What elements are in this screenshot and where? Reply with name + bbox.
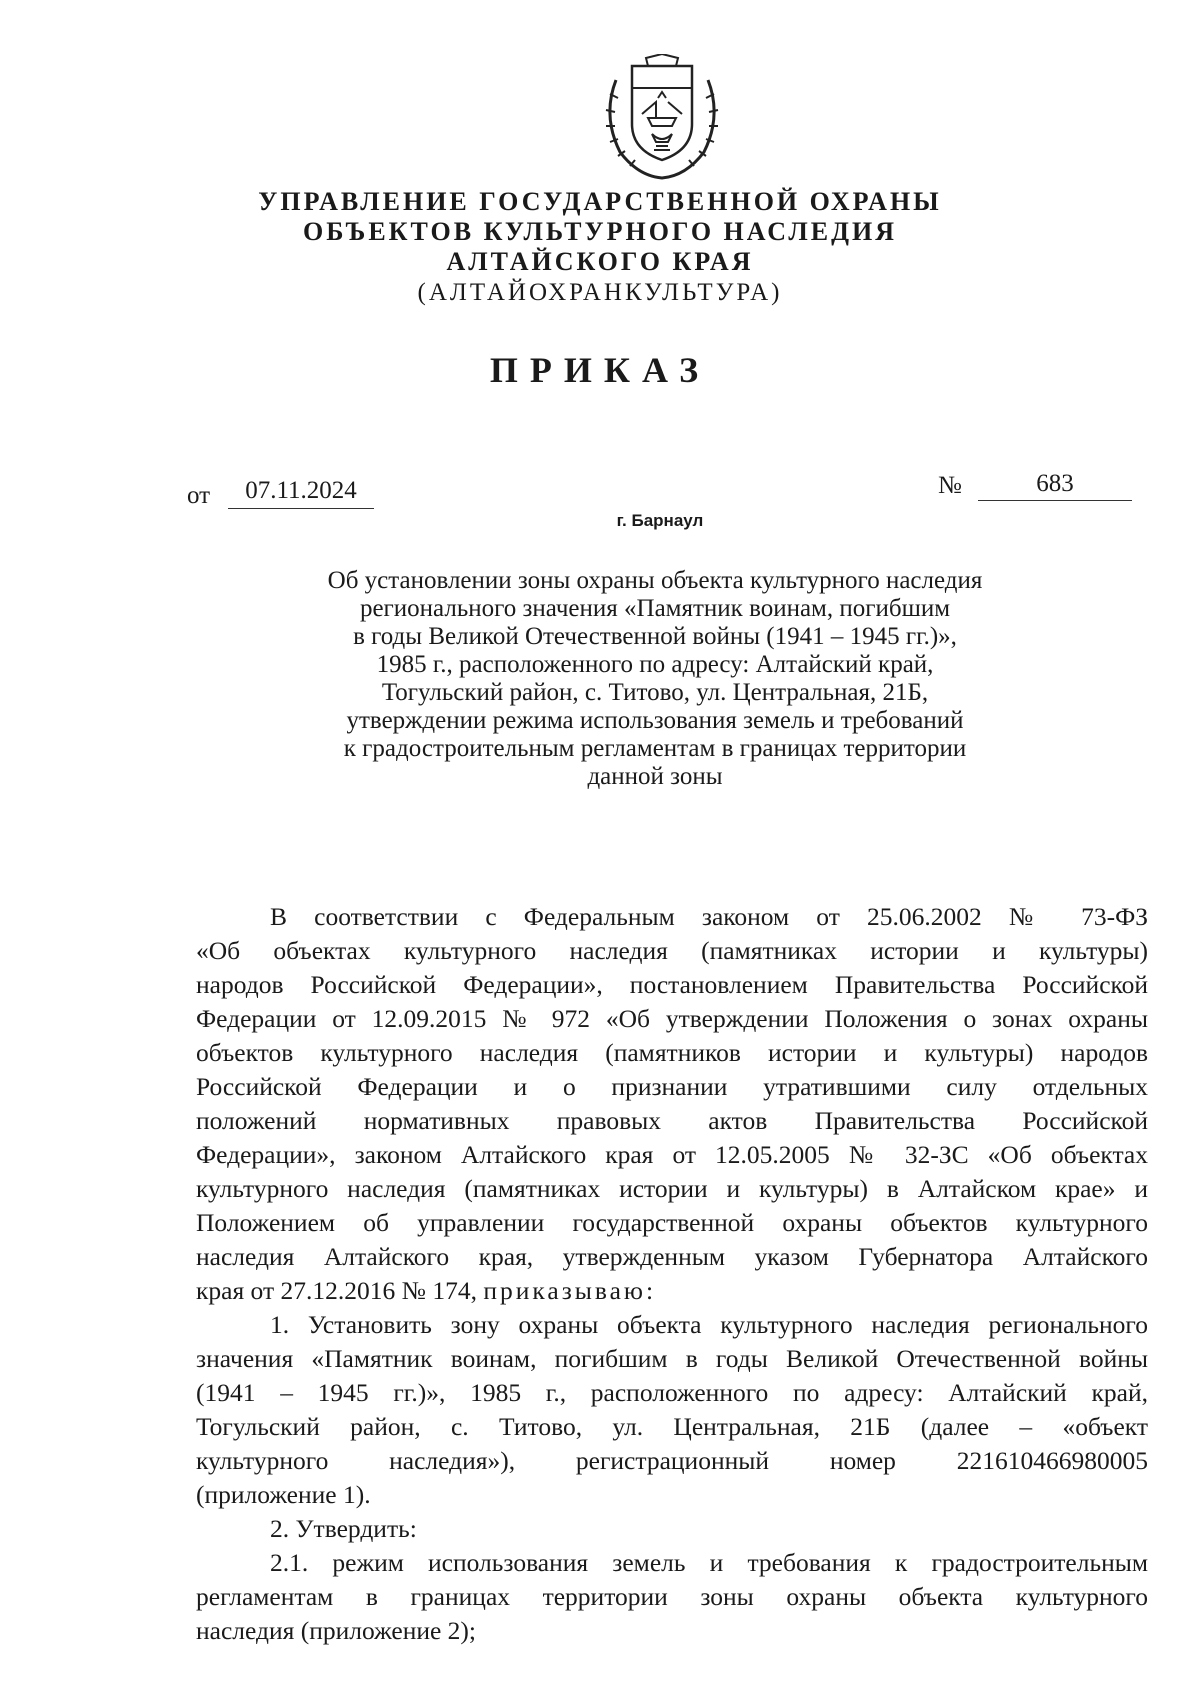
number-sign: № (938, 472, 962, 499)
item-1-line: культурного наследия»), регистрационный номер 221610466980005 (196, 1446, 1148, 1475)
item-2-1-line: 2.1. режим использования земель и требования к градостроительным (270, 1548, 1148, 1577)
title-line: Тогульский район, с. Титово, ул. Центральная, 21Б, (381, 679, 929, 706)
preamble-line: положений нормативных правовых актов Правительства Российской (196, 1106, 1148, 1135)
document-date: 07.11.2024 (228, 474, 374, 509)
title-line: данной зоны (587, 763, 723, 790)
preamble-line: народов Российской Федерации», постановлением Правительства Российской (196, 970, 1148, 999)
document-type: ПРИКАЗ (489, 350, 711, 390)
title-line: утверждении режима использования земель и требований (346, 707, 964, 734)
item-2-1-line: регламентам в границах территории зоны охраны объекта культурного (196, 1582, 1148, 1611)
preamble-line: Положением об управлении государственной охраны объектов культурного (196, 1208, 1148, 1237)
title-line: Об установлении зоны охраны объекта культурного наследия (327, 567, 983, 594)
item-1-line: значения «Памятник воинам, погибшим в годы Великой Отечественной войны (196, 1344, 1148, 1373)
title-line: 1985 г., расположенного по адресу: Алтайский край, (376, 651, 934, 678)
item-1-line: (1941 – 1945 гг.)», 1985 г., расположенного по адресу: Алтайский край, (196, 1378, 1148, 1407)
agency-short-name: (АЛТАЙОХРАНКУЛЬТУРА) (417, 279, 783, 306)
preamble-last-text: края от 27.12.2016 № 174, (196, 1276, 484, 1305)
preamble-line: В соответствии с Федеральным законом от 25.06.2002 № 73-ФЗ (270, 902, 1148, 931)
preamble-line: наследия Алтайского края, утвержденным указом Губернатора Алтайского (196, 1242, 1148, 1271)
agency-name-line-2: ОБЪЕКТОВ КУЛЬТУРНОГО НАСЛЕДИЯ (303, 217, 897, 246)
item-2-1-end: наследия (приложение 2); (196, 1616, 477, 1645)
city: г. Барнаул (616, 511, 704, 530)
title-line: к градостроительным регламентам в границах территории (343, 735, 967, 762)
agency-name-line-1: УПРАВЛЕНИЕ ГОСУДАРСТВЕННОЙ ОХРАНЫ (258, 187, 942, 216)
preamble-line: «Об объектах культурного наследия (памятниках истории и культуры) (196, 936, 1148, 965)
item-1-end: (приложение 1). (196, 1480, 371, 1509)
date-prefix: от (187, 482, 211, 509)
coat-of-arms-icon (596, 54, 728, 182)
preamble-line: культурного наследия (памятниках истории и культуры) в Алтайском крае» и (196, 1174, 1148, 1203)
item-1-line: 1. Установить зону охраны объекта культурного наследия регионального (270, 1310, 1148, 1339)
preamble-line: Федерации», законом Алтайского края от 12.05.2005 № 32-ЗС «Об объектах (196, 1140, 1148, 1169)
preamble-line: объектов культурного наследия (памятников истории и культуры) народов (196, 1038, 1148, 1067)
order-word: приказываю: (483, 1276, 657, 1305)
preamble-line: Российской Федерации и о признании утратившими силу отдельных (196, 1072, 1148, 1101)
agency-name-line-3: АЛТАЙСКОГО КРАЯ (446, 247, 754, 276)
preamble-line: Федерации от 12.09.2015 № 972 «Об утверждении Положения о зонах охраны (196, 1004, 1148, 1033)
item-2: 2. Утвердить: (270, 1514, 417, 1543)
document-number: 683 (978, 468, 1132, 501)
item-1-line: Тогульский район, с. Титово, ул. Центральная, 21Б (далее – «объект (196, 1412, 1148, 1441)
preamble-last-line (196, 1274, 1148, 1308)
title-line: регионального значения «Памятник воинам, погибшим (359, 595, 951, 622)
title-line: в годы Великой Отечественной войны (1941 – 1945 гг.)», (353, 623, 957, 650)
